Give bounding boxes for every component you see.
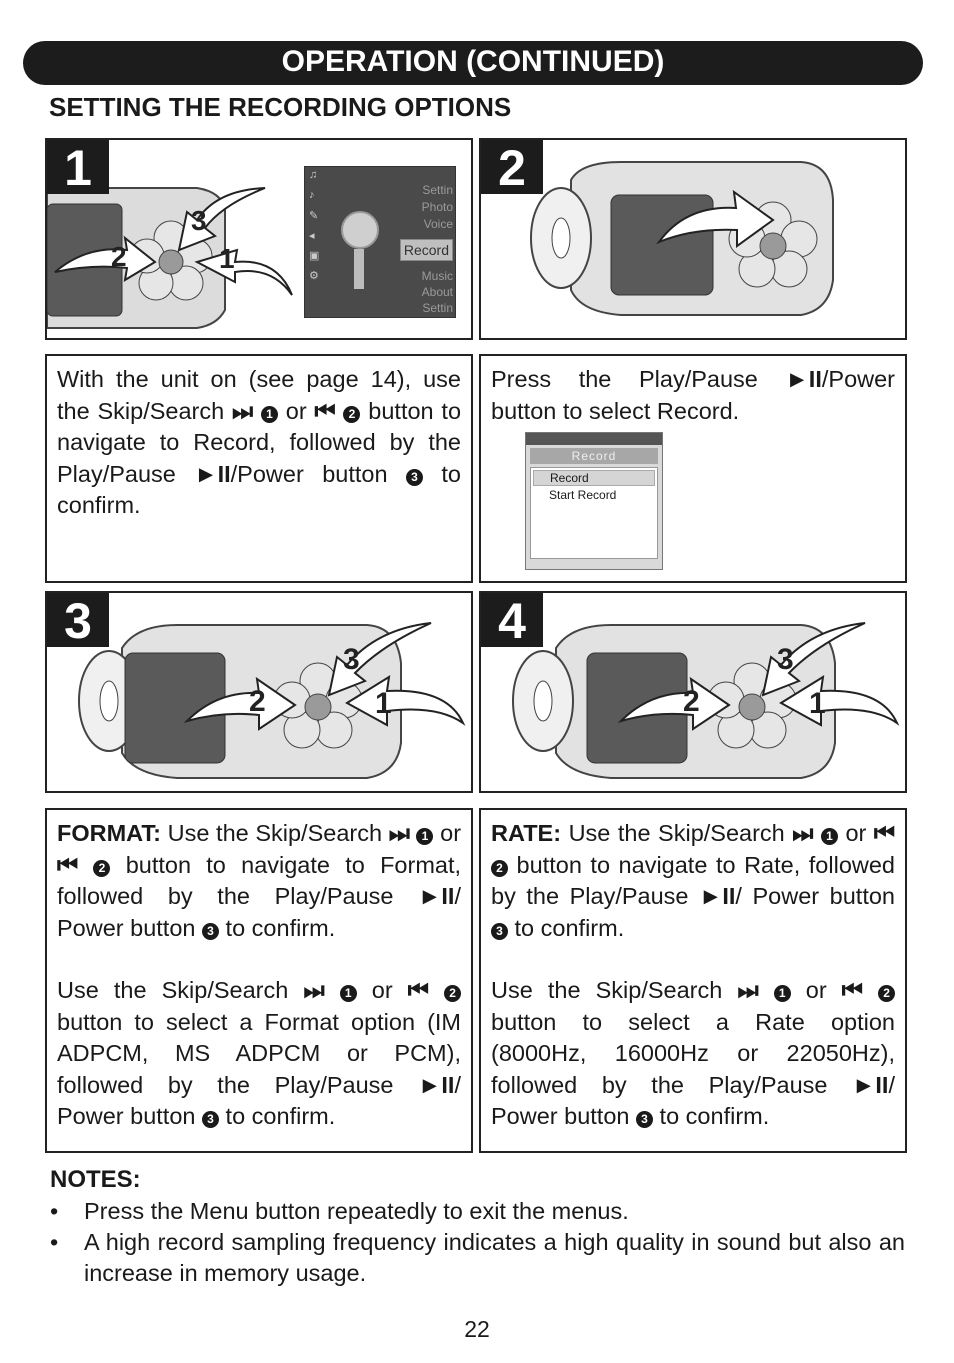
gear-icon: ⚙: [309, 270, 319, 282]
step-number: 3: [47, 593, 109, 647]
format-label: FORMAT:: [57, 820, 161, 846]
label-1: 1: [809, 687, 826, 720]
bullet: •: [50, 1229, 59, 1255]
play-pause-icon: ►II: [852, 1071, 889, 1098]
label-2: 2: [111, 241, 127, 272]
menu-item: Settin: [422, 183, 453, 197]
circled-3: 3: [491, 923, 508, 940]
menu-item: About: [421, 285, 453, 299]
player-illustration: [481, 593, 905, 791]
label-2: 2: [249, 685, 266, 718]
note-item: • Press the Menu button repeatedly to exit the menus.: [50, 1196, 905, 1227]
step-4-panel: [479, 591, 907, 793]
note-icon: ♫: [309, 169, 318, 181]
player-illustration: [47, 593, 471, 791]
circled-1: 1: [416, 828, 433, 845]
bullet: •: [50, 1198, 59, 1224]
skip-next-icon: ⏭: [303, 977, 325, 1003]
play-pause-icon: ►II: [418, 883, 455, 909]
step-3-panel: [45, 591, 473, 793]
skip-next-icon: ⏭: [388, 820, 410, 846]
skip-prev-icon: ⏮: [57, 851, 79, 878]
label-1: 1: [219, 243, 235, 274]
circled-1: 1: [340, 985, 357, 1002]
menu-screen: [304, 166, 456, 318]
circled-3: 3: [202, 1111, 219, 1128]
menu-option: Start Record: [549, 488, 617, 502]
play-pause-icon: ►II: [785, 366, 822, 392]
step-2-text: Press the Play/Pause ►II/Power button to select Record. Record Record Start Record: [479, 354, 907, 583]
skip-next-icon: ⏭: [232, 397, 254, 424]
play-pause-icon: ►II: [699, 883, 736, 909]
mic-icon: ✎: [309, 210, 319, 222]
step-number: 1: [47, 140, 109, 194]
photo-icon: ▣: [309, 250, 320, 262]
circled-2: 2: [343, 406, 360, 423]
circled-2: 2: [878, 985, 895, 1002]
record-menu-screenshot: [525, 432, 663, 570]
microphone-image: [341, 211, 381, 291]
skip-next-icon: ⏭: [792, 820, 814, 846]
menu-title: Record: [530, 448, 658, 464]
speaker-icon: ◂: [309, 230, 315, 242]
skip-prev-icon: ⏮: [841, 977, 863, 1003]
circled-1: 1: [261, 406, 278, 423]
skip-next-icon: ⏭: [737, 977, 759, 1003]
skip-prev-icon: ⏮: [314, 397, 336, 424]
notes-title: NOTES:: [50, 1166, 141, 1193]
step-2-panel: [479, 138, 907, 340]
step-1-panel: [45, 138, 473, 340]
section-subtitle: SETTING THE RECORDING OPTIONS: [49, 92, 512, 122]
label-1: 1: [375, 687, 392, 720]
menu-item-selected: Record: [400, 239, 453, 261]
rate-label: RATE:: [491, 820, 562, 846]
menu-item: Photo: [421, 200, 453, 214]
menu-list: [530, 467, 658, 559]
skip-prev-icon: ⏮: [873, 820, 896, 846]
page-number: 22: [464, 1316, 490, 1342]
step-number: 2: [481, 140, 543, 194]
step-1-text: With the unit on (see page 14), use the Skip/Search ⏭ 1 or ⏮ 2 button to navigate to Record, followed by the Play/Pause ►II/Power button 3 to confirm.: [45, 354, 473, 583]
menu-item: Voice: [423, 217, 453, 231]
step-4-text: RATE: Use the Skip/Search ⏭ 1 or ⏮ 2 button to navigate to Rate, followed by the Play/Pause ►II/ Power button 3 to confirm. Use the Skip/Search ⏭ 1 or ⏮ 2 button to select a Rate option (8000Hz, 16000Hz or 22050Hz), followed by the Play/Pause ►II/ Power button 3 to confirm.: [479, 808, 907, 1153]
circled-2: 2: [491, 860, 508, 877]
step-number: 4: [481, 593, 543, 647]
skip-prev-icon: ⏮: [407, 977, 429, 1003]
circled-3: 3: [202, 923, 219, 940]
menu-option-selected: Record: [533, 470, 655, 486]
play-pause-icon: ►II: [194, 460, 231, 487]
play-pause-icon: ►II: [418, 1071, 455, 1098]
circled-2: 2: [93, 860, 110, 877]
status-bar: [526, 433, 662, 445]
step-3-text: FORMAT: Use the Skip/Search ⏭ 1 or ⏮ 2 button to navigate to Format, followed by the Play/Pause ►II/ Power button 3 to confirm. Use the Skip/Search ⏭ 1 or ⏮ 2 button to select a Format option (IM ADPCM, MS ADPCM or PCM), followed by the Play/Pause ►II/ Power button 3 to confirm.: [45, 808, 473, 1153]
menu-item: Settin: [422, 301, 453, 315]
label-3: 3: [777, 643, 794, 676]
note-item: • A high record sampling frequency indicates a high quality in sound but also an increase in memory usage.: [50, 1229, 905, 1286]
circled-1: 1: [821, 828, 838, 845]
music-icon: ♪: [309, 189, 315, 201]
menu-item: Music: [421, 269, 453, 283]
text: With the unit on (see page 14), use the Skip/Search: [57, 366, 461, 424]
player-illustration: [481, 140, 905, 338]
circled-3: 3: [636, 1111, 653, 1128]
section-banner: OPERATION (CONTINUED): [23, 41, 923, 85]
menu-icons: [309, 169, 323, 314]
circled-1: 1: [774, 985, 791, 1002]
label-2: 2: [683, 685, 700, 718]
label-3: 3: [343, 643, 360, 676]
label-3: 3: [191, 205, 207, 236]
circled-3: 3: [406, 469, 423, 486]
circled-2: 2: [444, 985, 461, 1002]
